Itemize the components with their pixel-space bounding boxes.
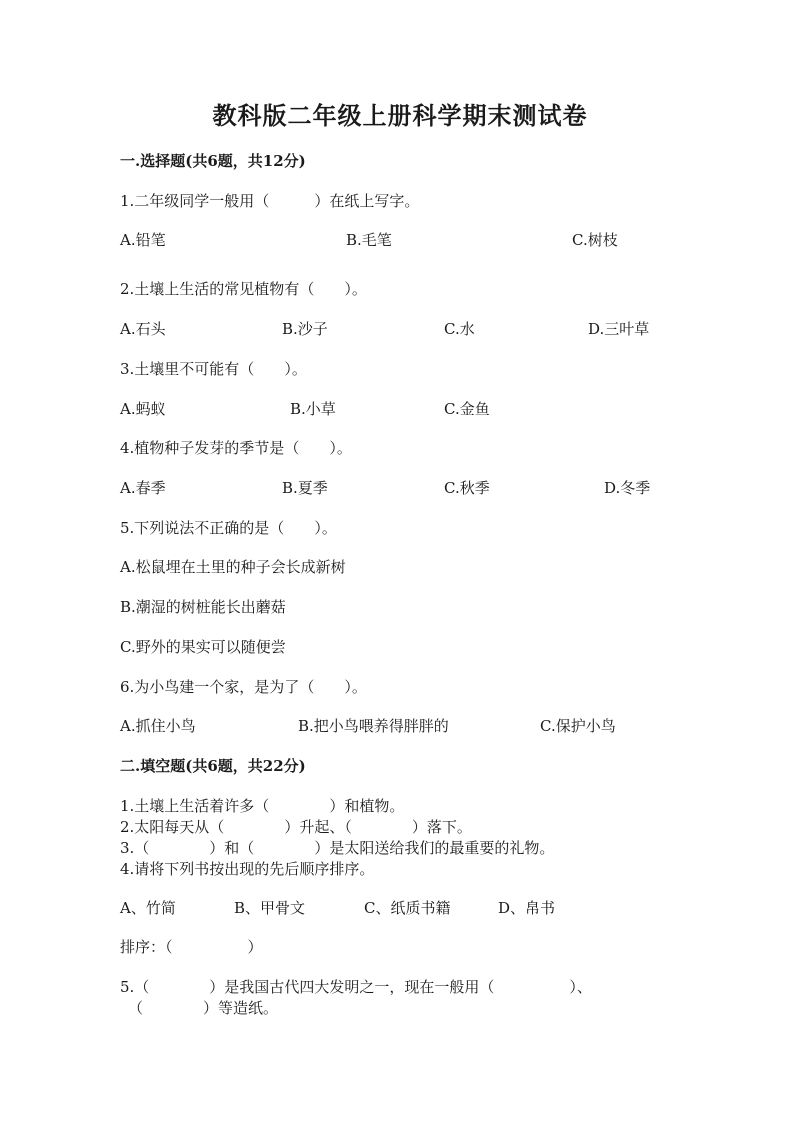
fill-question: 4.请将下列书按出现的先后顺序排序。 (120, 860, 375, 878)
fill-question: 5.（ ）是我国古代四大发明之一，现在一般用（ ）、 (120, 978, 592, 996)
fill-question: 3.（ ）和（ ）是太阳送给我们的最重要的礼物。 (120, 839, 555, 857)
question-stem: 6.为小鸟建一个家，是为了（ ）。 (120, 678, 367, 696)
option: A.春季 (120, 479, 166, 497)
option: C.野外的果实可以随便尝 (120, 638, 286, 656)
option: A.蚂蚁 (120, 400, 166, 418)
option: A.铅笔 (120, 231, 166, 249)
section-heading-fill: 二.填空题(共6题，共22分) (120, 757, 306, 775)
option: B.小草 (290, 400, 336, 418)
option: C.金鱼 (444, 400, 490, 418)
order-option: A、竹简 (120, 899, 176, 917)
question-stem: 1.二年级同学一般用（ ）在纸上写字。 (120, 192, 420, 210)
option: A.松鼠埋在土里的种子会长成新树 (120, 558, 346, 576)
section-heading-choice: 一.选择题(共6题，共12分) (120, 152, 306, 170)
question-stem: 4.植物种子发芽的季节是（ ）。 (120, 439, 352, 457)
option: C.树枝 (572, 231, 618, 249)
option: C.水 (444, 320, 475, 338)
fill-question-continued: （ ）等造纸。 (128, 999, 279, 1017)
fill-question: 2.太阳每天从（ ）升起、（ ）落下。 (120, 818, 472, 836)
option: B.把小鸟喂养得胖胖的 (298, 717, 449, 735)
question-stem: 5.下列说法不正确的是（ ）。 (120, 519, 337, 537)
option: A.抓住小鸟 (120, 717, 196, 735)
option: D.冬季 (604, 479, 651, 497)
page-title: 教科版二年级上册科学期末测试卷 (212, 101, 588, 130)
option: C.秋季 (444, 479, 490, 497)
option: B.沙子 (282, 320, 328, 338)
option: B.毛笔 (346, 231, 392, 249)
option: C.保护小鸟 (540, 717, 616, 735)
order-option: B、甲骨文 (234, 899, 306, 917)
option: A.石头 (120, 320, 166, 338)
option: B.夏季 (282, 479, 328, 497)
option: B.潮湿的树桩能长出蘑菇 (120, 598, 286, 616)
question-stem: 2.土壤上生活的常见植物有（ ）。 (120, 280, 367, 298)
question-stem: 3.土壤里不可能有（ ）。 (120, 360, 307, 378)
order-option: D、帛书 (498, 899, 556, 917)
fill-question: 1.土壤上生活着许多（ ）和植物。 (120, 797, 405, 815)
order-answer: 排序：（ ） (120, 938, 263, 956)
option: D.三叶草 (588, 320, 650, 338)
order-option: C、纸质书籍 (364, 899, 451, 917)
